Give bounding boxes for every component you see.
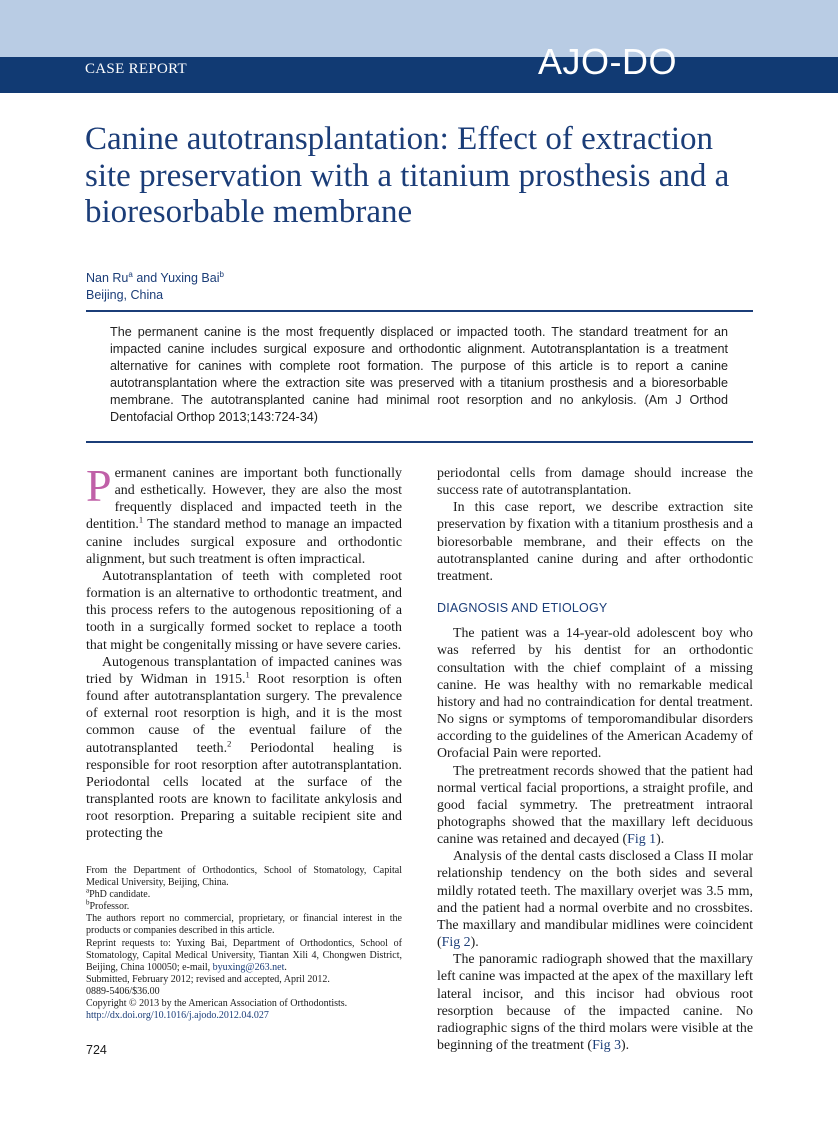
author-separator: and <box>132 271 161 286</box>
paragraph-text: The standard method to manage an impacted canine includes surgical exposure and orthodontic alignment, but such treatment is often impractical. <box>86 517 402 567</box>
paragraph-text: Autogenous transplantation of impacted canines was tried by Widman in 1915. <box>86 654 402 687</box>
footnote-affiliation: From the Department of Orthodontics, School of Stomatology, Capital Medical University, Beijing, China. <box>86 865 402 889</box>
footnote-dates: Submitted, February 2012; revised and accepted, April 2012. <box>86 973 330 985</box>
reference-marker: 1 <box>245 669 250 680</box>
body-paragraph: periodontal cells from damage should increase the success rate of autotransplantation. <box>437 466 753 499</box>
author-affiliation-mark: a <box>128 270 133 279</box>
figure-link[interactable]: Fig 3 <box>592 1038 622 1053</box>
journal-logo: AJO-DO <box>538 41 678 82</box>
paragraph-text: Analysis of the dental casts disclosed a Class II molar relationship tendency on the both sides and several mildly rotated teeth. The maxillary overjet was 3.5 mm, and the patient had a normal overbite and no crossbites. The maxillary and mandibular midlines were coincident ( <box>437 849 753 951</box>
paragraph-text: Periodontal healing is responsible for root resorption after autotransplantation. Periodontal cells located at the surface of the transplanted roots are known to facilitate ankylosis and root resorption. Preparing a suitable recipient site and protecting the <box>86 740 402 842</box>
doi-link[interactable]: http://dx.doi.org/10.1016/j.ajodo.2012.04.027 <box>86 1010 269 1022</box>
page-number: 724 <box>86 1043 107 1057</box>
footnote-mark: b <box>86 898 90 907</box>
body-paragraph <box>437 763 753 849</box>
paragraph-text: ermanent canines are important both functionally and esthetically. However, they are also the most frequently displaced and impacted teeth in the dentition. <box>86 466 402 533</box>
author-block <box>86 266 224 304</box>
body-paragraph <box>86 460 402 568</box>
footnote-title <box>86 898 402 913</box>
footnote-degree <box>86 886 402 901</box>
footnotes <box>86 865 402 1022</box>
author-line <box>86 266 224 287</box>
footnote-doi <box>86 1010 402 1022</box>
body-paragraph <box>437 951 753 1054</box>
footnote-text: PhD candidate. <box>89 889 151 901</box>
footnote-disclosure: The authors report no commercial, proprietary, or financial interest in the products or companies described in this article. <box>86 913 402 937</box>
paragraph-text: ). <box>656 832 665 848</box>
body-column-left <box>86 460 402 842</box>
footnote-issn: 0889-5406/$36.00 <box>86 985 160 997</box>
body-paragraph <box>437 848 753 951</box>
divider-top <box>86 310 753 312</box>
footnote-mark: a <box>86 886 90 895</box>
paragraph-text: ). <box>621 1038 630 1053</box>
author-name: Nan Ru <box>86 271 129 286</box>
body-paragraph <box>86 654 402 843</box>
reference-marker: 2 <box>227 737 232 748</box>
drop-cap: P <box>86 460 112 511</box>
footnote-text: Professor. <box>89 901 130 913</box>
paragraph-text: Root resorption is often found after autotransplantation surgery. The prevalence of external root resorption is high, and it is the most common cause of the eventual failure of the autotransplanted teeth. <box>86 671 402 756</box>
body-paragraph: Autotransplantation of teeth with completed root formation is an alternative to orthodontic treatment, and this process refers to the autogenous repositioning of a tooth in a surgically formed socket to replace a tooth that might be congenitally missing or have severe caries. <box>86 568 402 653</box>
paragraph-text: The panoramic radiograph showed that the maxillary left canine was impacted at the apex of the maxillary left lateral incisor, and this incisor had obvious root resorption because of the impacted canine. No radiographic signs of the third molars were visible at the beginning of the treatment ( <box>437 952 753 1053</box>
footnote-text: Reprint requests to: Yuxing Bai, Department of Orthodontics, School of Stomatology, Capital Medical University, Tiantan Xili 4, Chongwen District, Beijing, China 100050; e-mail, <box>86 937 402 973</box>
divider-bottom <box>86 441 753 443</box>
header-band-light <box>0 0 838 57</box>
author-affiliation-mark: b <box>219 270 224 279</box>
author-location: Beijing, China <box>86 288 164 303</box>
article-title: Canine autotransplantation: Effect of extraction site preservation with a titanium prosthesis and a bioresorbable membrane <box>85 121 730 230</box>
footnote-copyright: Copyright © 2013 by the American Association of Orthodontists. <box>86 998 348 1010</box>
figure-link[interactable]: Fig 2 <box>441 935 471 951</box>
reference-marker: 1 <box>138 514 144 525</box>
abstract: The permanent canine is the most frequently displaced or impacted tooth. The standard treatment for an impacted canine includes surgical exposure and orthodontic alignment. Autotransplantation is a treatment alternative for canines with complete root formation. The purpose of this article is to report a canine autotransplantation where the extraction site was preserved with a titanium prosthesis and a bioresorbable membrane. The autotransplanted canine had minimal root resorption and no ankylosis. (Am J Orthod Dentofacial Orthop 2013;143:724-34) <box>110 325 728 424</box>
email-link[interactable]: byuxing@263.net <box>212 961 285 973</box>
body-column-right <box>437 465 753 1054</box>
section-heading: DIAGNOSIS AND ETIOLOGY <box>437 601 608 616</box>
author-name: Yuxing Bai <box>160 271 220 286</box>
body-paragraph: In this case report, we describe extraction site preservation by fixation with a titanium prosthesis and a bioresorbable membrane, and their effects on the autotransplanted canine during and after orthodontic treatment. <box>437 500 753 584</box>
footnote-reprint <box>86 938 402 974</box>
footnote-text: . <box>284 961 287 973</box>
figure-link[interactable]: Fig 1 <box>627 832 657 848</box>
body-paragraph: The patient was a 14-year-old adolescent boy who was referred by his dentist for an orthodontic consultation with the chief complaint of a missing canine. He was healthy with no remarkable medical history and had no contraindication for dental treatment. No signs or symptoms of temporomandibular disorders according to the guidelines of the American Academy of Orofacial Pain were reported. <box>437 626 753 762</box>
paragraph-text: The pretreatment records showed that the patient had normal vertical facial proportions, a straight profile, and good facial symmetry. The pretreatment intraoral photographs showed that the maxillary left deciduous canine was retained and decayed ( <box>437 763 753 848</box>
paragraph-text: ). <box>470 935 479 951</box>
section-label: CASE REPORT <box>85 61 188 77</box>
